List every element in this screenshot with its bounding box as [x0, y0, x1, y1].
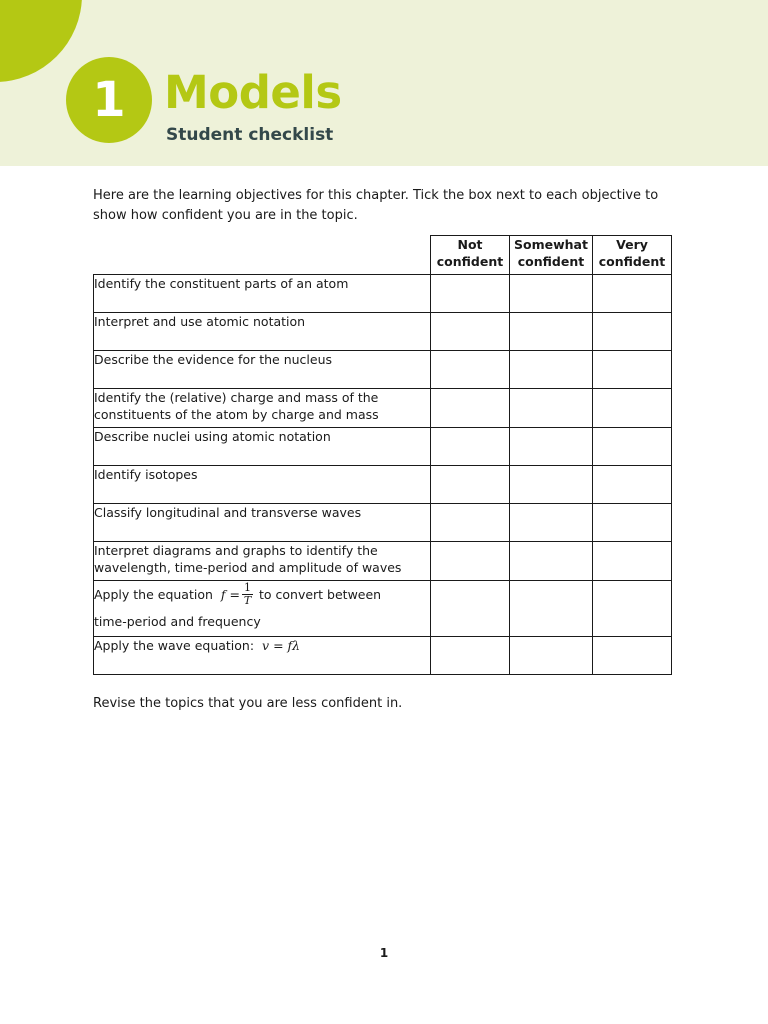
- wave-equation: v = fλ: [262, 638, 301, 653]
- checkbox-very-confident[interactable]: [593, 313, 672, 351]
- chapter-subtitle: Student checklist: [166, 125, 334, 145]
- objective-text: Interpret diagrams and graphs to identify the wavelength, time-period and amplitude of waves: [94, 542, 431, 581]
- fraction-denominator: T: [243, 594, 252, 607]
- column-header-not-confident: Not confident: [431, 236, 510, 275]
- corner-decoration: [0, 0, 82, 82]
- checkbox-not-confident[interactable]: [431, 542, 510, 581]
- equation-after-text: to convert between: [258, 587, 382, 602]
- checkbox-not-confident[interactable]: [431, 389, 510, 428]
- table-row: [94, 275, 672, 313]
- fraction-numerator: 1: [243, 581, 251, 594]
- equation-fraction: [242, 582, 253, 607]
- checklist-table: [93, 235, 672, 675]
- checkbox-very-confident[interactable]: [593, 466, 672, 504]
- intro-text: Here are the learning objectives for this chapter. Tick the box next to each objective to show how confident you are in the topic.: [93, 188, 659, 223]
- table-row: [94, 504, 672, 542]
- table-row: [94, 428, 672, 466]
- objective-text: Identify isotopes: [94, 466, 431, 504]
- checkbox-very-confident[interactable]: [593, 428, 672, 466]
- equation-line2-text: time-period and frequency: [94, 614, 261, 629]
- checkbox-somewhat-confident[interactable]: [510, 466, 593, 504]
- checkbox-somewhat-confident[interactable]: [510, 275, 593, 313]
- checkbox-not-confident[interactable]: [431, 581, 510, 637]
- checkbox-very-confident[interactable]: [593, 581, 672, 637]
- checkbox-not-confident[interactable]: [431, 504, 510, 542]
- checkbox-very-confident[interactable]: [593, 504, 672, 542]
- checkbox-somewhat-confident[interactable]: [510, 637, 593, 675]
- table-row: [94, 389, 672, 428]
- objective-text: Classify longitudinal and transverse waves: [94, 504, 431, 542]
- chapter-badge: [66, 57, 152, 143]
- checkbox-not-confident[interactable]: [431, 466, 510, 504]
- objective-text: Identify the constituent parts of an atom: [94, 275, 431, 313]
- table-row: [94, 466, 672, 504]
- checkbox-not-confident[interactable]: [431, 275, 510, 313]
- column-header-very-confident: Very confident: [593, 236, 672, 275]
- objective-equation: [94, 581, 431, 637]
- checkbox-somewhat-confident[interactable]: [510, 504, 593, 542]
- table-row: [94, 542, 672, 581]
- equation-lhs: f =: [220, 587, 240, 602]
- table-row: [94, 637, 672, 675]
- checkbox-somewhat-confident[interactable]: [510, 581, 593, 637]
- outro-text: Revise the topics that you are less confident in.: [93, 696, 403, 711]
- checkbox-very-confident[interactable]: [593, 351, 672, 389]
- objective-wave-equation: [94, 637, 431, 675]
- checkbox-very-confident[interactable]: [593, 389, 672, 428]
- checkbox-somewhat-confident[interactable]: [510, 428, 593, 466]
- column-header-somewhat-confident: Somewhat confident: [510, 236, 593, 275]
- blank-header-cell: [94, 236, 431, 275]
- checkbox-somewhat-confident[interactable]: [510, 313, 593, 351]
- checkbox-not-confident[interactable]: [431, 313, 510, 351]
- checkbox-very-confident[interactable]: [593, 542, 672, 581]
- header-band: [0, 0, 768, 166]
- table-row: [94, 581, 672, 637]
- objective-text: Interpret and use atomic notation: [94, 313, 431, 351]
- checkbox-very-confident[interactable]: [593, 637, 672, 675]
- checkbox-not-confident[interactable]: [431, 428, 510, 466]
- objective-text: Describe nuclei using atomic notation: [94, 428, 431, 466]
- equation-intro-text: Apply the equation: [94, 587, 213, 602]
- table-row: [94, 351, 672, 389]
- checkbox-not-confident[interactable]: [431, 351, 510, 389]
- checkbox-somewhat-confident[interactable]: [510, 542, 593, 581]
- checkbox-somewhat-confident[interactable]: [510, 389, 593, 428]
- chapter-number: 1: [92, 72, 126, 128]
- objective-rows: [94, 275, 672, 675]
- chapter-title: Models: [164, 66, 342, 119]
- objective-text: Describe the evidence for the nucleus: [94, 351, 431, 389]
- checkbox-not-confident[interactable]: [431, 637, 510, 675]
- objective-text: Identify the (relative) charge and mass of the constituents of the atom by charge and mass: [94, 389, 431, 428]
- wave-equation-text: Apply the wave equation:: [94, 638, 255, 653]
- table-row: [94, 313, 672, 351]
- page-number: 1: [379, 946, 389, 960]
- checkbox-somewhat-confident[interactable]: [510, 351, 593, 389]
- checkbox-very-confident[interactable]: [593, 275, 672, 313]
